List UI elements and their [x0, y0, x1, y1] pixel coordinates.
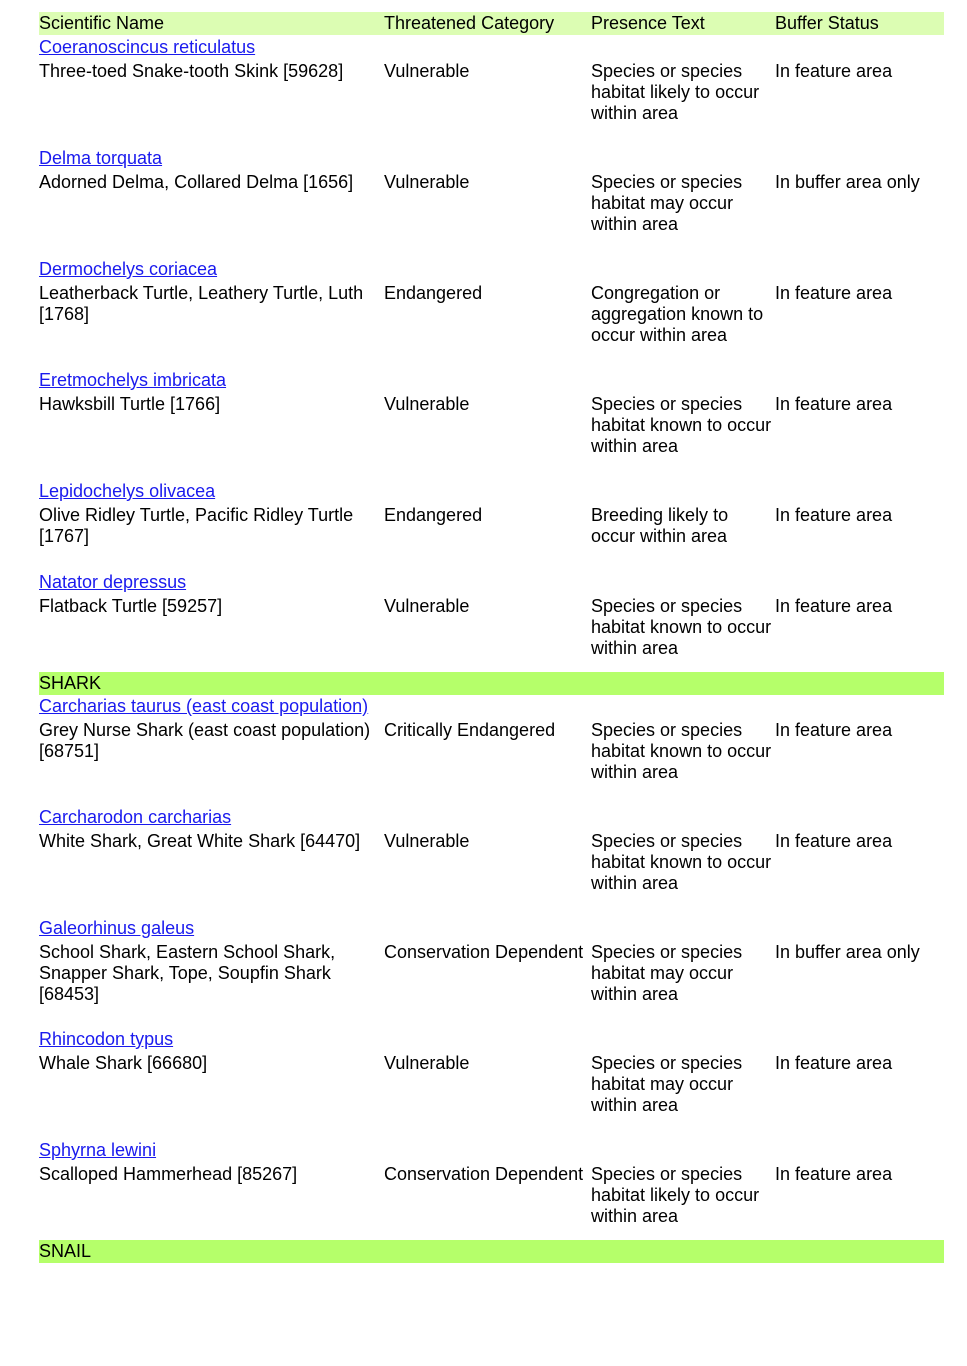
- threatened-category: Vulnerable: [384, 1053, 470, 1073]
- presence-text: Species or species habitat known to occur within area: [591, 394, 772, 456]
- buffer-status: In feature area: [775, 720, 893, 740]
- group-header-shark: [39, 672, 944, 695]
- common-name: Adorned Delma, Collared Delma [1656]: [39, 172, 354, 192]
- threatened-category: Endangered: [384, 283, 483, 303]
- presence-text: Species or species habitat may occur within area: [591, 172, 743, 234]
- species-link[interactable]: Rhincodon typus: [39, 1029, 174, 1049]
- species-table: [39, 12, 944, 1264]
- column-header-scientific-name: Scientific Name: [39, 13, 165, 33]
- threatened-category: Vulnerable: [384, 831, 470, 851]
- threatened-category: Endangered: [384, 505, 483, 525]
- buffer-status: In feature area: [775, 1164, 893, 1184]
- presence-text: Species or species habitat likely to occur within area: [591, 61, 760, 123]
- column-header-buffer-status: Buffer Status: [775, 13, 879, 33]
- species-row: [39, 1140, 944, 1240]
- common-name: Flatback Turtle [59257]: [39, 596, 223, 616]
- species-link[interactable]: Delma torquata: [39, 148, 163, 168]
- species-link[interactable]: Eretmochelys imbricata: [39, 370, 227, 390]
- common-name: White Shark, Great White Shark [64470]: [39, 831, 361, 851]
- threatened-category: Vulnerable: [384, 61, 470, 81]
- species-row: [39, 918, 944, 1029]
- common-name: Whale Shark [66680]: [39, 1053, 208, 1073]
- species-link[interactable]: Galeorhinus galeus: [39, 918, 195, 938]
- threatened-category: Critically Endangered: [384, 720, 556, 740]
- common-name: Olive Ridley Turtle, Pacific Ridley Turtle [1767]: [39, 505, 354, 546]
- column-header-presence-text: Presence Text: [591, 13, 705, 33]
- table-header: [39, 12, 944, 35]
- species-row: [39, 481, 944, 572]
- presence-text: Species or species habitat likely to occur within area: [591, 1164, 760, 1226]
- group-label: SNAIL: [39, 1241, 92, 1261]
- buffer-status: In feature area: [775, 283, 893, 303]
- threatened-category: Vulnerable: [384, 172, 470, 192]
- presence-text: Species or species habitat may occur within area: [591, 1053, 743, 1115]
- group-label: SHARK: [39, 673, 102, 693]
- species-link[interactable]: Dermochelys coriacea: [39, 259, 218, 279]
- species-row: [39, 807, 944, 918]
- species-link[interactable]: Coeranoscincus reticulatus: [39, 37, 256, 57]
- presence-text: Species or species habitat may occur within area: [591, 942, 743, 1004]
- buffer-status: In feature area: [775, 596, 893, 616]
- threatened-category: Conservation Dependent: [384, 942, 584, 962]
- species-row: [39, 1029, 944, 1140]
- presence-text: Species or species habitat known to occur within area: [591, 596, 772, 658]
- buffer-status: In feature area: [775, 394, 893, 414]
- common-name: Three-toed Snake-tooth Skink [59628]: [39, 61, 344, 81]
- threatened-category: Vulnerable: [384, 394, 470, 414]
- species-row: [39, 148, 944, 259]
- common-name: Hawksbill Turtle [1766]: [39, 394, 221, 414]
- common-name: Scalloped Hammerhead [85267]: [39, 1164, 298, 1184]
- buffer-status: In feature area: [775, 61, 893, 81]
- species-link[interactable]: Sphyrna lewini: [39, 1140, 157, 1160]
- species-link[interactable]: Carcharias taurus (east coast population): [39, 696, 369, 716]
- species-row: [39, 696, 944, 807]
- buffer-status: In feature area: [775, 1053, 893, 1073]
- buffer-status: In buffer area only: [775, 942, 920, 962]
- common-name: Leatherback Turtle, Leathery Turtle, Luth [1768]: [39, 283, 364, 324]
- threatened-category: Vulnerable: [384, 596, 470, 616]
- buffer-status: In buffer area only: [775, 172, 920, 192]
- species-row: [39, 37, 944, 148]
- buffer-status: In feature area: [775, 831, 893, 851]
- common-name: School Shark, Eastern School Shark, Snapper Shark, Tope, Soupfin Shark [68453]: [39, 942, 336, 1004]
- threatened-category: Conservation Dependent: [384, 1164, 584, 1184]
- species-link[interactable]: Natator depressus: [39, 572, 187, 592]
- group-header-snail: [39, 1240, 944, 1263]
- species-row: [39, 259, 944, 370]
- column-header-threatened-category: Threatened Category: [384, 13, 555, 33]
- buffer-status: In feature area: [775, 505, 893, 525]
- presence-text: Species or species habitat known to occur within area: [591, 831, 772, 893]
- species-link[interactable]: Lepidochelys olivacea: [39, 481, 216, 501]
- species-row: [39, 572, 944, 672]
- presence-text: Congregation or aggregation known to occur within area: [591, 283, 764, 345]
- presence-text: Species or species habitat known to occur within area: [591, 720, 772, 782]
- presence-text: Breeding likely to occur within area: [591, 505, 729, 546]
- species-link[interactable]: Carcharodon carcharias: [39, 807, 232, 827]
- species-row: [39, 370, 944, 481]
- common-name: Grey Nurse Shark (east coast population) [68751]: [39, 720, 371, 761]
